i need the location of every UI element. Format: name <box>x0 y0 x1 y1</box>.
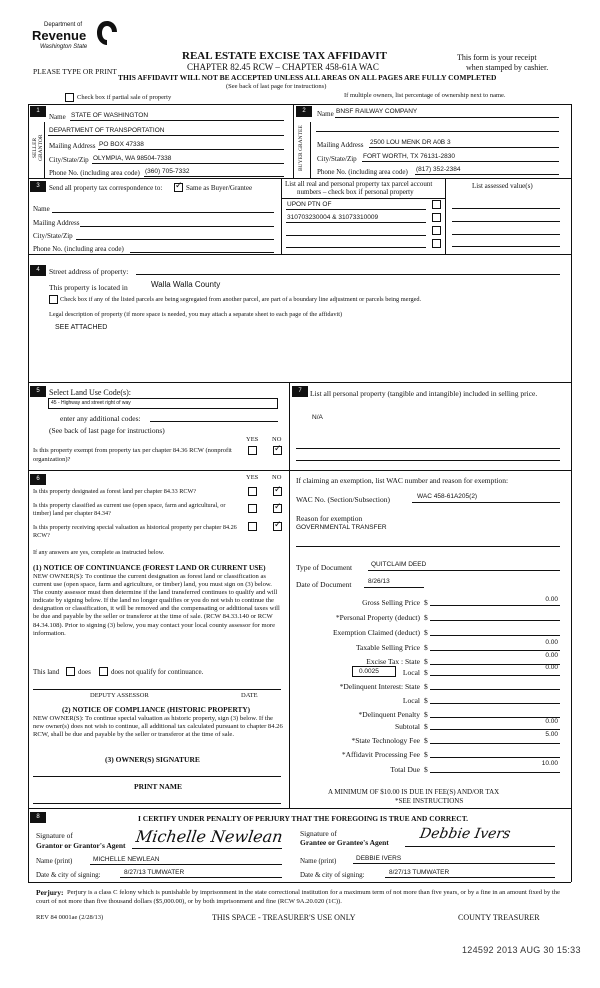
page-title: REAL ESTATE EXCISE TAX AFFIDAVIT <box>182 50 387 62</box>
subtotal-currency: $ <box>424 722 428 731</box>
dor-logo <box>30 16 122 64</box>
perjury-title: Perjury: <box>36 888 64 897</box>
perjury-body: Perjury is a class C felony which is punishable by imprisonment in the state correctional institution for a maximum term of not more than five years, or by a fine in an amount fixed by the court of not more than five thousand dollars ($5,000.00), or by both imprisonment and fine (RCW 9A.20.020 (1C)). <box>36 889 560 905</box>
historic-yes-checkbox[interactable] <box>248 522 257 531</box>
does-checkbox[interactable] <box>66 667 75 676</box>
county-label: This property is located in <box>49 283 128 292</box>
section-5-number: 5 <box>30 386 46 397</box>
exemption-reason: GOVERNMENTAL TRANSFER <box>296 524 387 531</box>
personal-deduct-label: *Personal Property (deduct) <box>335 613 420 622</box>
interest-state-currency: $ <box>424 682 428 691</box>
section6-no-header: NO <box>272 474 282 481</box>
section5-no-header: NO <box>272 436 282 443</box>
segregated-checkbox[interactable] <box>49 295 58 304</box>
minimum-notice: A MINIMUM OF $10.00 IS DUE IN FEE(S) AND/OR TAX <box>328 788 500 796</box>
exempt-yes-checkbox[interactable] <box>248 446 257 455</box>
land-use-label: Select Land Use Code(s): <box>49 388 131 397</box>
land-use-see-back: (See back of last page for instructions) <box>49 426 165 435</box>
multiple-owners-note: If multiple owners, list percentage of ownership next to name. <box>344 92 506 99</box>
buyer-phone: (817) 352-2384 <box>416 166 461 173</box>
taxable-label: Taxable Selling Price <box>355 643 420 652</box>
personal-deduct-currency: $ <box>424 613 428 622</box>
personal-property-value: N/A <box>312 414 323 421</box>
buyer-name-label: Name <box>317 110 334 118</box>
historic-no-checkbox[interactable] <box>273 522 282 531</box>
forest-yes-checkbox[interactable] <box>248 487 257 496</box>
section-6-number: 6 <box>30 474 46 485</box>
this-land-label: This land <box>33 668 60 676</box>
grantor-signature: Michelle Newlean <box>134 827 284 846</box>
see-back-line: (See back of last page for instructions) <box>226 83 327 90</box>
processing-fee-label: *Affidavit Processing Fee <box>341 750 420 759</box>
doc-type-value: QUITCLAIM DEED <box>371 561 427 568</box>
grantor-date-label: Date & city of signing: <box>36 871 101 879</box>
gross-label: Gross Selling Price <box>362 598 420 607</box>
county-treasurer-label: COUNTY TREASURER <box>458 913 540 922</box>
owner-signature-label: (3) OWNER(S) SIGNATURE <box>105 755 200 764</box>
interest-local-label: Local <box>402 696 420 705</box>
chapter-line: CHAPTER 82.45 RCW – CHAPTER 458-61A WAC <box>187 62 379 72</box>
current-use-question: Is this property classified as current use (open space, farm and agricultural, or timber) land per chapter 84.34? <box>33 502 226 517</box>
seller-phone-label: Phone No. (including area code) <box>49 169 140 177</box>
land-use-value: 45 - Highway and street right of way <box>51 400 131 406</box>
section5-yes-header: YES <box>246 436 259 443</box>
parcel-1-checkbox[interactable] <box>432 200 441 209</box>
does-not-checkbox[interactable] <box>99 667 108 676</box>
same-as-buyer-checkbox[interactable] <box>174 183 183 192</box>
does-label: does <box>78 668 91 676</box>
local-rate: 0.0025 <box>359 668 379 675</box>
receipt-line1: This form is your receipt <box>457 53 537 62</box>
doc-date-value: 8/26/13 <box>368 578 390 585</box>
buyer-phone-label: Phone No. (including area code) <box>317 168 408 176</box>
exemption-deduct-label: Exemption Claimed (deduct) <box>332 628 420 637</box>
seller-name-2: DEPARTMENT OF TRANSPORTATION <box>49 127 165 134</box>
seller-address: PO BOX 47338 <box>99 141 144 148</box>
deputy-date-label: DATE <box>241 692 258 699</box>
grantee-name: DEBBIE IVERS <box>356 855 402 862</box>
section-3-number: 3 <box>30 181 46 192</box>
excise-local-label: Local <box>402 668 420 677</box>
parcel-2: 310703230004 & 31073310009 <box>287 214 379 221</box>
historic-question: Is this property receiving special valuation as historical property per chapter 84.26 RCW? <box>33 524 237 539</box>
warning-line: THIS AFFIDAVIT WILL NOT BE ACCEPTED UNLESS ALL AREAS ON ALL PAGES ARE FULLY COMPLETED <box>118 73 497 82</box>
wac-value: WAC 458-61A205(2) <box>417 493 478 500</box>
buyer-name: BNSF RAILWAY COMPANY <box>336 108 418 115</box>
section-4-number: 4 <box>30 265 46 276</box>
deputy-assessor-label: DEPUTY ASSESSOR <box>90 692 149 699</box>
minimum-see-instructions: *SEE INSTRUCTIONS <box>395 797 464 805</box>
grantee-date: 8/27/13 TUMWATER <box>389 869 450 876</box>
dor-logo-line2: Revenue <box>32 28 87 43</box>
seller-side-label: SELLER GRANTOR <box>32 134 44 162</box>
seller-city: OLYMPIA, WA 98504-7338 <box>93 155 172 162</box>
wac-label: WAC No. (Section/Subsection) <box>296 495 390 504</box>
receipt-line2: when stamped by cashier. <box>466 63 549 72</box>
excise-local-currency: $ <box>424 668 428 677</box>
treasurer-space-note: THIS SPACE - TREASURER'S USE ONLY <box>212 913 356 922</box>
additional-codes-label: enter any additional codes: <box>60 414 141 423</box>
grantee-sig-label-2: Grantee or Grantee's Agent <box>300 838 389 847</box>
grantor-name-label: Name (print) <box>36 857 73 865</box>
parcel-1: UPON PTN OF <box>287 201 332 208</box>
section-1-number: 1 <box>30 106 46 117</box>
dor-emblem-icon <box>96 20 118 46</box>
penalty-label: *Delinquent Penalty <box>358 710 420 719</box>
grantee-date-label: Date & city of signing: <box>300 871 365 879</box>
grantor-name: MICHELLE NEWLEAN <box>93 856 160 863</box>
parcel-3-checkbox[interactable] <box>432 226 441 235</box>
county-value: Walla Walla County <box>151 280 221 289</box>
receipt-stamp: 124592 2013 AUG 30 15:33 <box>462 945 581 955</box>
segregated-label: Check box if any of the listed parcels are being segregated from another parcel, are part of a boundary line adjustment or parcels being merged. <box>60 296 422 303</box>
exempt-no-checkbox[interactable] <box>273 446 282 455</box>
partial-sale-label: Check box if partial sale of property <box>77 94 172 101</box>
subtotal-value: 0.00 <box>545 718 558 725</box>
assessed-header: List assessed value(s) <box>472 182 533 190</box>
buyer-city-label: City/State/Zip <box>317 155 357 163</box>
dor-logo-line1: Department of <box>44 22 83 28</box>
tech-fee-value: 5.00 <box>545 731 558 738</box>
tech-fee-currency: $ <box>424 736 428 745</box>
section-2-number: 2 <box>296 106 312 117</box>
current-use-yes-checkbox[interactable] <box>248 504 257 513</box>
notice-compliance-title: (2) NOTICE OF COMPLIANCE (HISTORIC PROPERTY) <box>62 705 251 714</box>
forest-no-checkbox[interactable] <box>273 487 282 496</box>
section-8-number: 8 <box>30 812 46 823</box>
total-due-value: 10.00 <box>541 760 558 767</box>
personal-property-label: List all personal property (tangible and intangible) included in selling price. <box>310 389 538 398</box>
excise-state-value: 0.00 <box>545 652 558 659</box>
does-not-label: does not qualify for continuance. <box>111 668 204 676</box>
partial-sale-checkbox[interactable] <box>65 93 74 102</box>
exemption-label: If claiming an exemption, list WAC number and reason for exemption: <box>296 476 509 485</box>
certify-statement: I CERTIFY UNDER PENALTY OF PERJURY THAT THE FOREGOING IS TRUE AND CORRECT. <box>138 814 469 823</box>
seller-address-label: Mailing Address <box>49 142 96 150</box>
interest-state-label: *Delinquent Interest: State <box>339 682 420 691</box>
seller-phone: (360) 705-7332 <box>145 168 190 175</box>
buyer-address: 2500 LOU MENK DR A0B 3 <box>370 139 451 146</box>
current-use-no-checkbox[interactable] <box>273 504 282 513</box>
please-type: PLEASE TYPE OR PRINT <box>33 67 117 76</box>
notice-continuance-title: (1) NOTICE OF CONTINUANCE (FOREST LAND OR CURRENT USE) <box>33 563 266 572</box>
interest-local-currency: $ <box>424 696 428 705</box>
print-name-label: PRINT NAME <box>134 782 182 791</box>
excise-state-label: Excise Tax : State <box>366 657 420 666</box>
corr-address-label: Mailing Address <box>33 219 80 227</box>
taxable-currency: $ <box>424 643 428 652</box>
excise-local-value: 0.00 <box>545 664 558 671</box>
seller-name: STATE OF WASHINGTON <box>71 112 149 119</box>
grantor-sig-label-1: Signature of <box>36 831 73 840</box>
parcel-4-checkbox[interactable] <box>432 239 441 248</box>
street-address-label: Street address of property: <box>49 267 129 276</box>
parcel-header-2: numbers – check box if personal property <box>297 188 414 196</box>
processing-fee-currency: $ <box>424 750 428 759</box>
exemption-deduct-currency: $ <box>424 628 428 637</box>
notice-continuance-body: NEW OWNER(S): To continue the current designation as forest land or classification as current use (open space, farm and agriculture, or timber) land, you must sign on (3) below. The county assessor must then determine if the land transferred continues to qualify and will indicate by signing below. If the land no longer qualifies or you do not wish to continue the designation or classification, it will be removed and the compensating or additional taxes will be due and payable by the seller or transferor at the time of sale. (RCW 84.33.140 or RCW 84.34.108). Prior to signing (3) below, you may contact your local county assessor for more information. <box>33 573 280 637</box>
doc-type-label: Type of Document <box>296 563 353 572</box>
buyer-city: FORT WORTH, TX 76131-2830 <box>363 153 455 160</box>
legal-description-label: Legal description of property (if more space is needed, you may attach a separate sheet to each page of the affidavit) <box>49 311 343 318</box>
corr-name-label: Name <box>33 205 50 213</box>
parcel-header-1: List all real and personal property tax parcel account <box>285 180 433 188</box>
subtotal-label: Subtotal <box>394 722 420 731</box>
penalty-currency: $ <box>424 710 428 719</box>
parcel-2-checkbox[interactable] <box>432 213 441 222</box>
grantee-name-label: Name (print) <box>300 857 337 865</box>
grantor-sig-label-2: Grantor or Grantor's Agent <box>36 841 126 850</box>
corr-phone-label: Phone No. (including area code) <box>33 245 124 253</box>
section6-yes-header: YES <box>246 474 259 481</box>
if-yes-note: If any answers are yes, complete as instructed below. <box>33 549 165 556</box>
total-due-label: Total Due <box>390 765 420 774</box>
buyer-side-label: BUYER GRANTEE <box>298 125 304 171</box>
corr-city-label: City/State/Zip <box>33 232 73 240</box>
dor-logo-line3: Washington State <box>40 44 88 50</box>
buyer-address-label: Mailing Address <box>317 141 364 149</box>
same-as-buyer-label: Same as Buyer/Grantee <box>186 184 253 192</box>
seller-city-label: City/State/Zip <box>49 156 89 164</box>
notice-compliance-body: NEW OWNER(S): To continue special valuation as historic property, sign (3) below. If the new owner(s) does not wish to continue, all additional tax calculated pursuant to chapter 84.26 RCW, shall be due and payable by the seller or transferor at the time of sale. <box>33 715 283 739</box>
grantee-signature: Debbie Ivers <box>418 826 512 842</box>
exempt-question: Is this property exempt from property tax per chapter 84.36 RCW (nonprofit organization)? <box>33 447 232 463</box>
seller-name-label: Name <box>49 113 66 121</box>
excise-state-currency: $ <box>424 657 428 666</box>
legal-description: SEE ATTACHED <box>55 324 108 331</box>
send-correspondence-label: Send all property tax correspondence to: <box>49 184 163 192</box>
form-revision: REV 84 0001ae (2/28/13) <box>36 914 104 921</box>
grantee-sig-label-1: Signature of <box>300 829 337 838</box>
forest-question: Is this property designated as forest land per chapter 84.33 RCW? <box>33 488 197 495</box>
taxable-value: 0.00 <box>545 639 558 646</box>
exemption-reason-label: Reason for exemption <box>296 514 363 523</box>
gross-currency: $ <box>424 598 428 607</box>
grantor-date: 8/27/13 TUMWATER <box>124 869 185 876</box>
total-due-currency: $ <box>424 765 428 774</box>
doc-date-label: Date of Document <box>296 580 352 589</box>
tech-fee-label: *State Technology Fee <box>351 736 420 745</box>
section-7-number: 7 <box>292 386 308 397</box>
gross-value: 0.00 <box>545 596 558 603</box>
